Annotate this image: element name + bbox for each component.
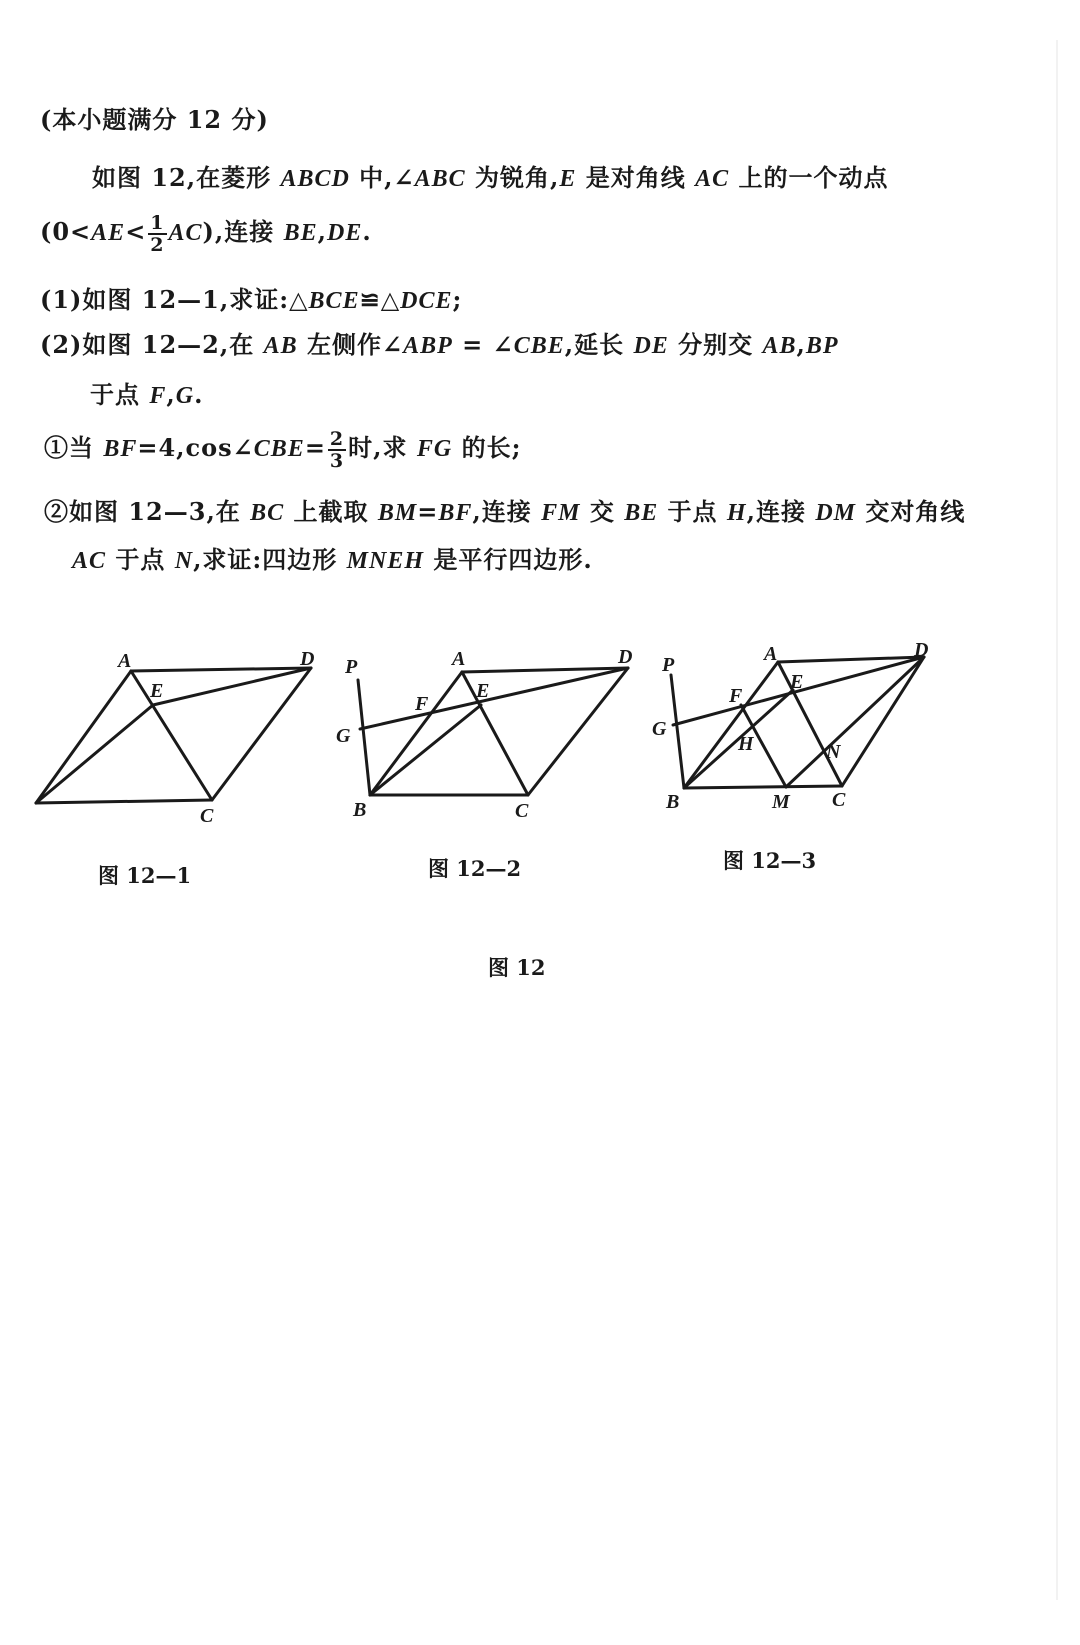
diagonal-AC <box>131 671 212 800</box>
label-E: E <box>790 671 804 693</box>
segment-AD <box>462 668 628 672</box>
label-A: A <box>118 650 132 672</box>
label-B: B <box>666 791 680 813</box>
sub-question-2-line-2: AC 于点 N,求证:四边形 MNEH 是平行四边形. <box>72 545 593 574</box>
segment-CB <box>36 800 212 803</box>
fraction-two-thirds: $\frac{2}{3}$ <box>329 427 345 472</box>
caption-figure-12-3: 图 12—3 <box>723 848 817 873</box>
segment-BP <box>671 675 684 788</box>
sub-question-1: ①当 BF=4,cos∠CBE= $\frac{2}{3}$ 时,求 FG 的长; <box>44 427 522 472</box>
label-C: C <box>832 789 846 811</box>
figure-12-2 <box>358 668 628 795</box>
label-D: D <box>618 646 633 668</box>
label-B: B <box>353 799 367 821</box>
diagonal-AC <box>462 672 528 795</box>
caption-figure-12-2: 图 12—2 <box>428 856 522 881</box>
segment-BP <box>358 680 370 795</box>
problem-header: (本小题满分 12 分) <box>40 105 269 134</box>
segment-AD <box>131 668 311 671</box>
label-P: P <box>345 656 358 678</box>
figure-12-1 <box>36 668 311 803</box>
label-P: P <box>662 654 675 676</box>
scan-edge-shadow <box>1056 40 1058 1600</box>
label-C: C <box>200 805 214 827</box>
label-G: G <box>652 718 667 740</box>
label-E: E <box>150 680 164 702</box>
caption-figure-12-1: 图 12—1 <box>98 863 192 888</box>
intro-line-2: (0<AE< $\frac{1}{2}$ AC),连接 BE,DE. <box>40 211 372 256</box>
segment-CB <box>684 786 842 788</box>
intro-line-1: 如图 12,在菱形 ABCD 中,∠ABC 为锐角,E 是对角线 AC 上的一个动点 <box>92 163 889 192</box>
sub-question-2-line-1: ②如图 12—3,在 BC 上截取 BM=BF,连接 FM 交 BE 于点 H,连接 DM 交对角线 <box>44 497 966 526</box>
label-A: A <box>764 643 778 665</box>
label-F: F <box>729 685 743 707</box>
label-M: M <box>772 791 790 813</box>
label-D: D <box>300 648 315 670</box>
label-H: H <box>738 733 754 755</box>
label-C: C <box>515 800 529 822</box>
question-2-line-2: 于点 F,G. <box>90 380 204 409</box>
question-2-line-1: (2)如图 12—2,在 AB 左侧作∠ABP = ∠CBE,延长 DE 分别交 AB,BP <box>40 330 839 359</box>
label-E: E <box>476 680 490 702</box>
fraction-one-half: $\frac{1}{2}$ <box>150 211 165 256</box>
label-G: G <box>336 725 351 747</box>
label-A: A <box>452 648 466 670</box>
label-F: F <box>415 693 429 715</box>
label-D: D <box>914 639 929 661</box>
question-1: (1)如图 12—1,求证:△BCE≌△DCE; <box>40 285 463 314</box>
caption-figure-12: 图 12 <box>488 955 546 980</box>
label-N: N <box>826 741 841 763</box>
segment-BA <box>684 662 778 788</box>
segment-AD <box>778 657 924 662</box>
